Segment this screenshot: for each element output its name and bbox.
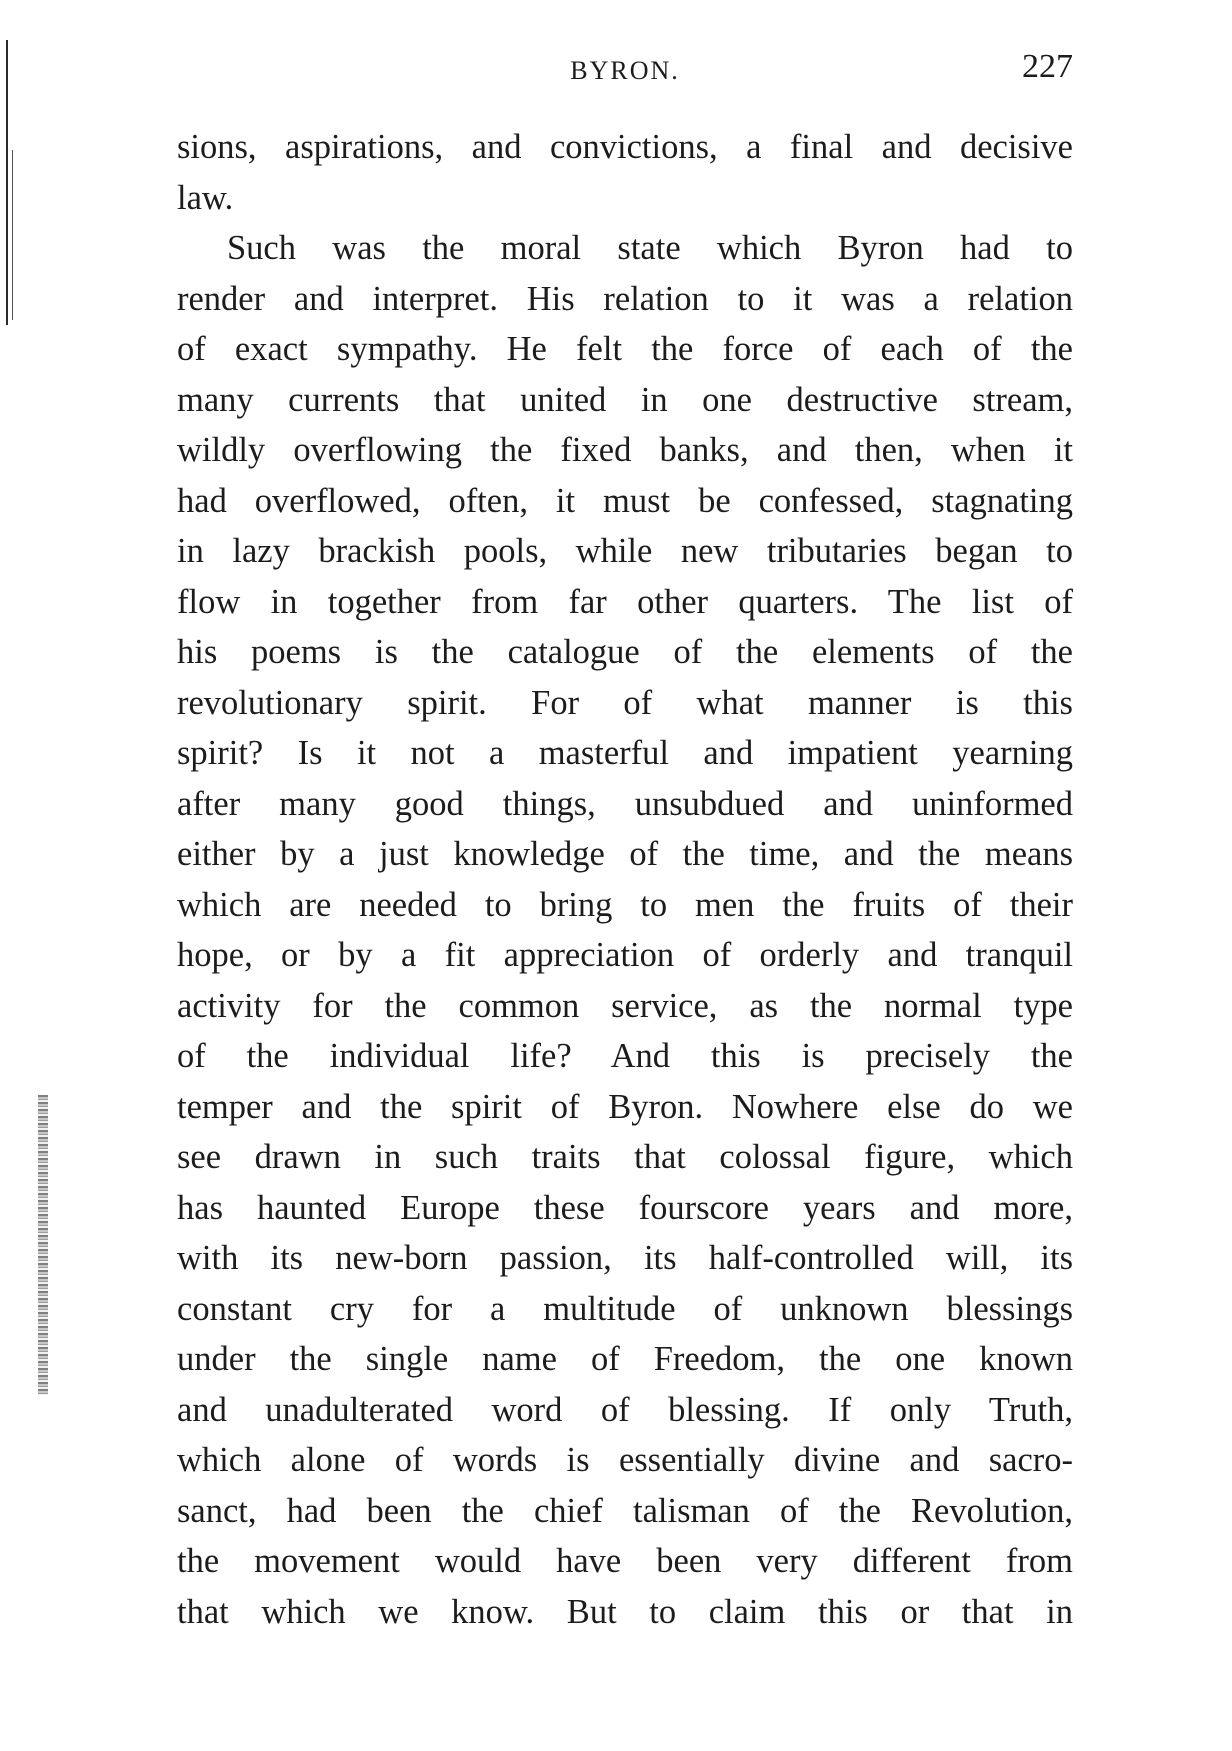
- text-line: spirit? Is it not a masterful and impatient yearning: [177, 734, 1073, 772]
- text-line: activity for the common service, as the normal type: [177, 986, 1073, 1025]
- text-line: many currents that united in one destructive stream,: [177, 380, 1073, 419]
- text-line: his poems is the catalogue of the elements of the: [177, 633, 1073, 671]
- running-title: BYRON.: [570, 56, 680, 85]
- text-line: sanct, had been the chief talisman of the Revolution,: [177, 1491, 1073, 1530]
- text-line: revolutionary spirit. For of what manner is this: [177, 683, 1073, 722]
- text-line: after many good things, unsubdued and uninformed: [177, 784, 1073, 823]
- text-line: and unadulterated word of blessing. If only Truth,: [177, 1390, 1073, 1429]
- text-line: has haunted Europe these fourscore years and more,: [177, 1188, 1073, 1227]
- text-line: which are needed to bring to men the fruits of their: [177, 885, 1073, 924]
- page-number: 227: [1022, 48, 1073, 85]
- text-line: hope, or by a fit appreciation of orderly and tranquil: [177, 936, 1073, 974]
- text-line: that which we know. But to claim this or that in: [177, 1592, 1073, 1631]
- text-line: flow in together from far other quarters. The list of: [177, 582, 1073, 621]
- running-head: [177, 48, 1073, 96]
- text-line: Such was the moral state which Byron had to: [227, 229, 1073, 267]
- text-line: render and interpret. His relation to it was a relation: [177, 279, 1073, 318]
- text-line: of the individual life? And this is precisely the: [177, 1037, 1073, 1075]
- text-line: see drawn in such traits that colossal figure, which: [177, 1138, 1073, 1176]
- text-line: temper and the spirit of Byron. Nowhere else do we: [177, 1087, 1073, 1126]
- page-edge-rule: [6, 40, 8, 325]
- text-line: in lazy brackish pools, while new tributaries began to: [177, 532, 1073, 570]
- text-line: of exact sympathy. He felt the force of each of the: [177, 330, 1073, 368]
- text-line: under the single name of Freedom, the one known: [177, 1340, 1073, 1378]
- text-line: with its new-born passion, its half-controlled will, its: [177, 1239, 1073, 1277]
- body-text: [177, 122, 1073, 1637]
- text-line: sions, aspirations, and convictions, a final and decisive: [177, 128, 1073, 166]
- text-line: wildly overflowing the fixed banks, and then, when it: [177, 431, 1073, 469]
- text-line: which alone of words is essentially divine and sacro-: [177, 1441, 1073, 1479]
- binding-shadow: [38, 1095, 48, 1395]
- text-line: constant cry for a multitude of unknown blessings: [177, 1289, 1073, 1328]
- text-line: either by a just knowledge of the time, and the means: [177, 835, 1073, 873]
- text-line: the movement would have been very different from: [177, 1542, 1073, 1580]
- text-line: had overflowed, often, it must be confessed, stagnating: [177, 481, 1073, 520]
- page-edge-rule-thin: [12, 150, 13, 320]
- text-line: law.: [177, 178, 234, 217]
